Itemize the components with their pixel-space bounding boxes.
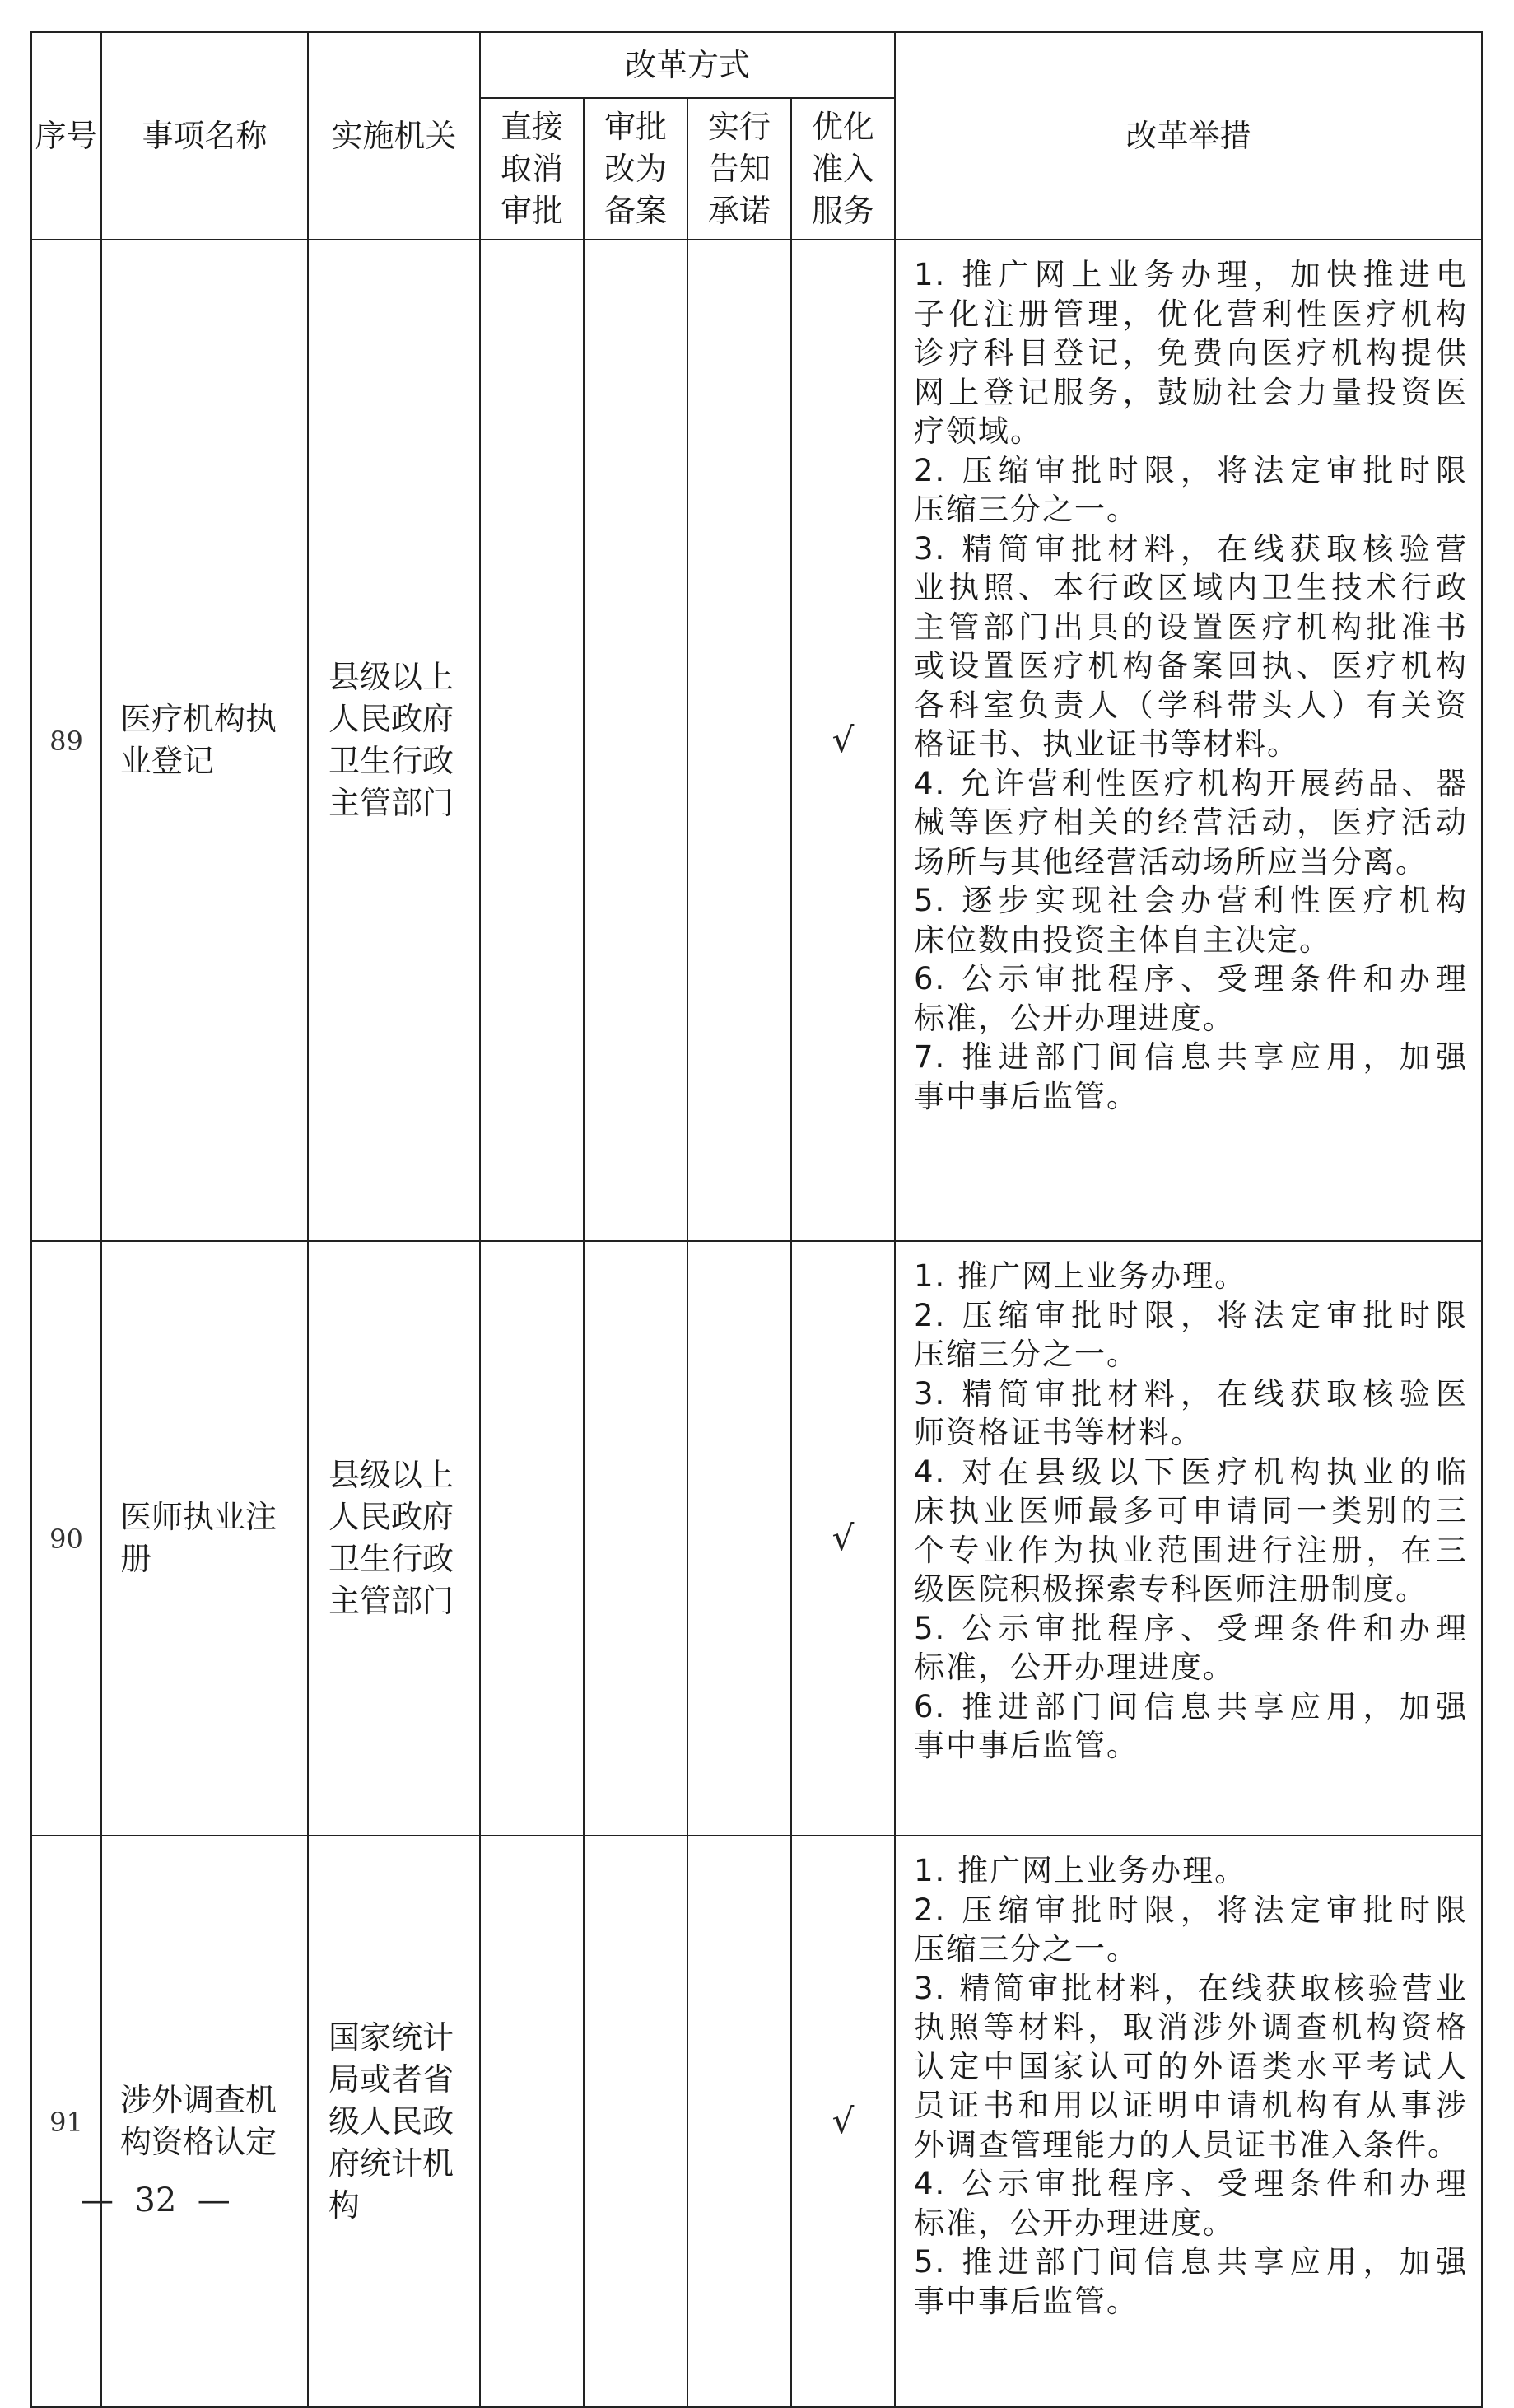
measure-item bbox=[914, 1453, 1468, 1609]
measure-line: 认定中国家认可的外语类水平考试人 bbox=[914, 2048, 1469, 2084]
measure-line: 或设置医疗机构备案回执、医疗机构 bbox=[914, 648, 1469, 684]
measure-item bbox=[914, 1038, 1468, 1116]
header-method-line: 审批 bbox=[603, 108, 667, 145]
mark-notify-commit-cell bbox=[687, 240, 791, 1241]
measure-line: 5. 逐步实现社会办营利性医疗机构 bbox=[914, 883, 1469, 918]
measure-item bbox=[914, 959, 1468, 1038]
header-serial-label: 序号 bbox=[35, 117, 98, 154]
measure-line: 4. 公示审批程序、受理条件和办理 bbox=[914, 2166, 1469, 2201]
agency-line: 县级以上 bbox=[328, 1457, 454, 1493]
header-serial bbox=[31, 32, 101, 240]
measure-line: 压缩三分之一。 bbox=[914, 1337, 1139, 1372]
measure-line: 标准，公开办理进度。 bbox=[914, 1650, 1236, 1685]
measure-line: 1. 推广网上业务办理，加快推进电 bbox=[914, 257, 1469, 292]
reform-table bbox=[30, 31, 1483, 2408]
measure-line: 5. 推进部门间信息共享应用，加强 bbox=[914, 2244, 1469, 2280]
header-method-line: 改为 bbox=[603, 150, 667, 187]
measure-line: 师资格证书等材料。 bbox=[914, 1415, 1204, 1450]
item-name-cell bbox=[101, 240, 308, 1241]
measure-line: 网上登记服务，鼓励社会力量投资医 bbox=[914, 374, 1469, 410]
item-name-line: 涉外调查机 bbox=[120, 2082, 277, 2118]
measure-line: 子化注册管理，优化营利性医疗机构 bbox=[914, 296, 1469, 332]
agency-line: 卫生行政 bbox=[328, 1541, 454, 1577]
measure-line: 2. 压缩审批时限，将法定审批时限 bbox=[914, 1297, 1469, 1333]
header-method-filing bbox=[584, 98, 687, 240]
measure-line: 级医院积极探索专科医师注册制度。 bbox=[914, 1571, 1428, 1607]
measure-line: 外调查管理能力的人员证书准入条件。 bbox=[914, 2126, 1460, 2163]
header-reform-method-label: 改革方式 bbox=[625, 46, 751, 83]
mark-optimize-service-cell bbox=[791, 240, 895, 1241]
measure-line: 5. 公示审批程序、受理条件和办理 bbox=[914, 1610, 1469, 1646]
measure-line: 事中事后监管。 bbox=[914, 2283, 1139, 2319]
measure-line: 标准，公开办理进度。 bbox=[914, 1000, 1236, 1036]
item-name-cell bbox=[101, 1836, 308, 2407]
serial-number: 89 bbox=[49, 725, 83, 757]
header-method-optimize-service bbox=[791, 98, 895, 240]
table-row bbox=[31, 1241, 1482, 1836]
header-method-line: 服务 bbox=[812, 192, 875, 229]
header-method-line: 告知 bbox=[707, 150, 771, 187]
serial-cell bbox=[31, 1241, 101, 1836]
measure-line: 床位数由投资主体自主决定。 bbox=[914, 922, 1332, 958]
measure-line: 械等医疗相关的经营活动，医疗活动 bbox=[914, 805, 1469, 840]
serial-cell bbox=[31, 1836, 101, 2407]
mark-notify-commit-cell bbox=[687, 1241, 791, 1836]
mark-optimize-service-cell bbox=[791, 1241, 895, 1836]
measure-line: 场所与其他经营活动场所应当分离。 bbox=[914, 843, 1428, 880]
page-number: — 32 — bbox=[81, 2182, 231, 2219]
measure-item bbox=[914, 451, 1468, 530]
measure-line: 1. 推广网上业务办理。 bbox=[914, 1853, 1247, 1888]
measure-line: 4. 对在县级以下医疗机构执业的临 bbox=[914, 1454, 1469, 1490]
mark-optimize-service-cell bbox=[791, 1836, 895, 2407]
measures-cell bbox=[895, 1836, 1482, 2407]
mark-filing-cell bbox=[584, 1836, 687, 2407]
measure-line: 各科室负责人（学科带头人）有关资 bbox=[914, 687, 1469, 723]
measure-item bbox=[914, 1969, 1468, 2165]
measure-item bbox=[914, 764, 1468, 882]
agency-line: 府统计机 bbox=[328, 2144, 454, 2182]
header-reform-method bbox=[480, 32, 895, 98]
measure-line: 事中事后监管。 bbox=[914, 1078, 1139, 1114]
measure-line: 4. 允许营利性医疗机构开展药品、器 bbox=[914, 765, 1469, 801]
agency-cell bbox=[308, 240, 480, 1241]
measure-line: 2. 压缩审批时限，将法定审批时限 bbox=[914, 452, 1469, 488]
measure-item bbox=[914, 1851, 1468, 1891]
header-item-name bbox=[101, 32, 308, 240]
item-name-line: 册 bbox=[120, 1541, 152, 1577]
measure-line: 2. 压缩审批时限，将法定审批时限 bbox=[914, 1892, 1469, 1928]
header-row-top bbox=[31, 32, 1482, 98]
agency-line: 主管部门 bbox=[328, 1583, 454, 1619]
mark-direct-cancel-cell bbox=[480, 240, 584, 1241]
measure-line: 压缩三分之一。 bbox=[914, 492, 1139, 527]
header-method-line: 准入 bbox=[812, 150, 875, 187]
measure-item bbox=[914, 2164, 1468, 2242]
measure-line: 压缩三分之一。 bbox=[914, 1931, 1139, 1967]
item-name-cell bbox=[101, 1241, 308, 1836]
header-measures bbox=[895, 32, 1482, 240]
agency-line: 局或者省 bbox=[328, 2060, 454, 2098]
measure-item bbox=[914, 881, 1468, 959]
header-method-notify-commit bbox=[687, 98, 791, 240]
measures-cell bbox=[895, 1241, 1482, 1836]
measure-line: 3. 精简审批材料，在线获取核验营 bbox=[914, 530, 1469, 567]
checkmark-icon: √ bbox=[832, 2100, 855, 2141]
measure-line: 6. 推进部门间信息共享应用，加强 bbox=[914, 1688, 1469, 1724]
measure-item bbox=[914, 1374, 1468, 1453]
measure-item bbox=[914, 1257, 1468, 1296]
mark-notify-commit-cell bbox=[687, 1836, 791, 2407]
mark-direct-cancel-cell bbox=[480, 1836, 584, 2407]
header-agency bbox=[308, 32, 480, 240]
measure-line: 6. 公示审批程序、受理条件和办理 bbox=[914, 961, 1469, 996]
measure-item bbox=[914, 530, 1468, 764]
measure-line: 3. 精简审批材料，在线获取核验营业 bbox=[914, 1970, 1469, 2006]
agency-line: 主管部门 bbox=[328, 785, 454, 821]
measure-line: 业执照、本行政区域内卫生技术行政 bbox=[914, 570, 1469, 605]
table-row bbox=[31, 1836, 1482, 2407]
measure-item bbox=[914, 1296, 1468, 1374]
measure-line: 3. 精简审批材料，在线获取核验医 bbox=[914, 1375, 1469, 1412]
agency-line: 人民政府 bbox=[328, 701, 454, 737]
measure-line: 标准，公开办理进度。 bbox=[914, 2205, 1236, 2241]
mark-filing-cell bbox=[584, 1241, 687, 1836]
measure-item bbox=[914, 2242, 1468, 2321]
measures-cell bbox=[895, 240, 1482, 1241]
header-agency-label: 实施机关 bbox=[331, 117, 457, 154]
measure-line: 执照等材料，取消涉外调查机构资格 bbox=[914, 2009, 1469, 2045]
item-name-line: 医师执业注 bbox=[120, 1499, 277, 1535]
measure-item bbox=[914, 1891, 1468, 1969]
checkmark-icon: √ bbox=[832, 719, 855, 760]
header-method-line: 直接 bbox=[500, 108, 563, 145]
table-row bbox=[31, 240, 1482, 1241]
measure-line: 床执业医师最多可申请同一类别的三 bbox=[914, 1493, 1469, 1528]
serial-cell bbox=[31, 240, 101, 1241]
measure-line: 格证书、执业证书等材料。 bbox=[914, 726, 1300, 762]
header-method-line: 取消 bbox=[500, 150, 563, 187]
checkmark-icon: √ bbox=[832, 1517, 855, 1558]
agency-cell bbox=[308, 1241, 480, 1836]
header-method-line: 备案 bbox=[603, 192, 667, 229]
mark-direct-cancel-cell bbox=[480, 1241, 584, 1836]
serial-number: 91 bbox=[49, 2106, 83, 2138]
agency-line: 构 bbox=[328, 2186, 361, 2224]
item-name-line: 业登记 bbox=[120, 743, 215, 779]
header-measures-label: 改革举措 bbox=[1125, 117, 1251, 154]
measure-line: 疗领域。 bbox=[914, 413, 1043, 449]
agency-line: 人民政府 bbox=[328, 1499, 454, 1535]
measure-line: 员证书和用以证明申请机构有从事涉 bbox=[914, 2088, 1469, 2123]
measure-line: 事中事后监管。 bbox=[914, 1728, 1139, 1763]
measure-line: 诊疗科目登记，免费向医疗机构提供 bbox=[914, 335, 1469, 371]
mark-filing-cell bbox=[584, 240, 687, 1241]
item-name-line: 构资格认定 bbox=[120, 2124, 277, 2160]
header-method-direct-cancel bbox=[480, 98, 584, 240]
header-method-line: 优化 bbox=[812, 108, 875, 145]
measure-line: 7. 推进部门间信息共享应用，加强 bbox=[914, 1039, 1469, 1075]
agency-line: 卫生行政 bbox=[328, 743, 454, 779]
agency-line: 国家统计 bbox=[328, 2018, 454, 2056]
measure-item bbox=[914, 1687, 1468, 1766]
measure-line: 个专业作为执业范围进行注册，在三 bbox=[914, 1532, 1469, 1568]
header-item-name-label: 事项名称 bbox=[142, 117, 268, 154]
header-method-line: 承诺 bbox=[707, 192, 771, 229]
measure-line: 1. 推广网上业务办理。 bbox=[914, 1258, 1247, 1294]
measure-item bbox=[914, 255, 1468, 451]
measure-item bbox=[914, 1609, 1468, 1687]
header-method-line: 审批 bbox=[500, 192, 563, 229]
agency-cell bbox=[308, 1836, 480, 2407]
header-method-line: 实行 bbox=[707, 108, 771, 145]
agency-line: 县级以上 bbox=[328, 659, 454, 695]
item-name-line: 医疗机构执 bbox=[120, 701, 277, 737]
measure-line: 主管部门出具的设置医疗机构批准书 bbox=[914, 609, 1469, 645]
agency-line: 级人民政 bbox=[328, 2102, 454, 2140]
serial-number: 90 bbox=[49, 1523, 83, 1555]
